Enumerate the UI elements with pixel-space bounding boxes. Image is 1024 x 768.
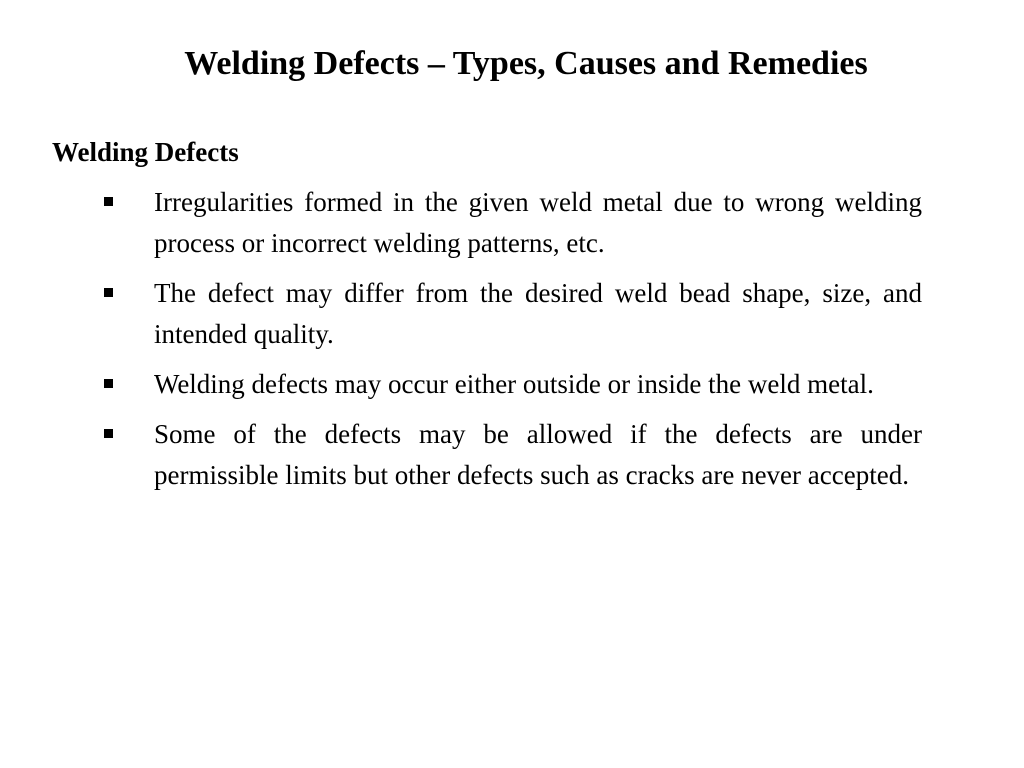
bullet-text: Some of the defects may be allowed if the defects are under permissible limits but other defects such as cracks are never accepted. xyxy=(154,419,922,490)
bullet-item xyxy=(104,364,922,405)
bullet-text: The defect may differ from the desired weld bead shape, size, and intended quality. xyxy=(154,278,922,349)
bullet-item xyxy=(104,414,922,496)
square-bullet-icon xyxy=(104,429,113,438)
slide-title: Welding Defects – Types, Causes and Remedies xyxy=(184,45,868,82)
section-heading: Welding Defects xyxy=(52,137,239,167)
bullet-item xyxy=(104,182,922,264)
bullet-text: Irregularities formed in the given weld metal due to wrong welding process or incorrect welding patterns, etc. xyxy=(154,187,922,258)
bullet-text: Welding defects may occur either outside or inside the weld metal. xyxy=(154,369,874,399)
square-bullet-icon xyxy=(104,379,113,388)
bullet-item xyxy=(104,273,922,355)
square-bullet-icon xyxy=(104,197,113,206)
bullet-list xyxy=(104,182,922,505)
square-bullet-icon xyxy=(104,288,113,297)
